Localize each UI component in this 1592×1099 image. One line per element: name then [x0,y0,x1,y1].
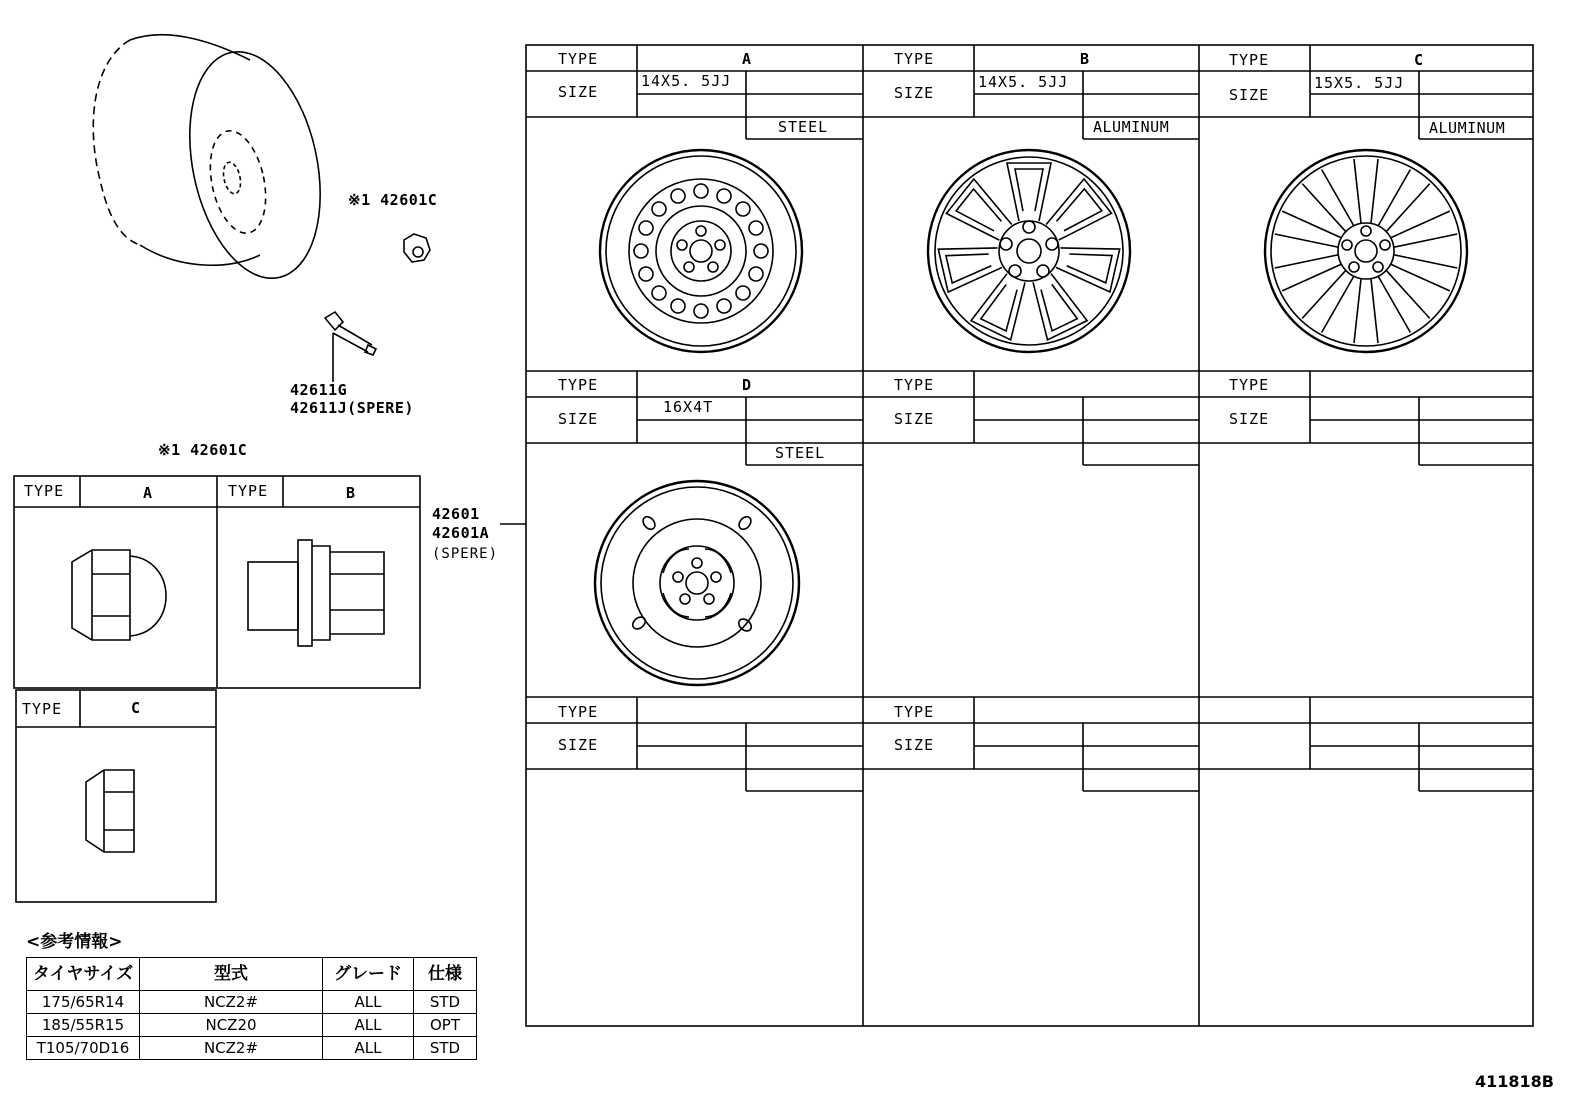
ref-cell: ALL [323,1037,414,1060]
ref-cell: STD [414,991,477,1014]
wheel-callout[interactable]: 42601 [432,505,480,523]
nut-type-a: A [143,484,153,502]
ref-cell: ALL [323,1014,414,1037]
nut-type-label: TYPE [22,700,63,718]
valve-callout[interactable]: 42611G [290,381,348,399]
lug-nut-b-icon [248,540,384,646]
wheel-material-b: ALUMINUM [1093,118,1170,136]
lug-nut-c-icon [86,770,134,852]
wheel-type-label: TYPE [894,50,935,68]
table-row [27,1014,477,1037]
wheel-size-label: SIZE [558,83,599,101]
wheel-size-a: 14X5. 5JJ [641,72,732,90]
wheel-size-d: 16X4T [663,398,714,416]
wheel-type-label: TYPE [894,376,935,394]
spare-wheel-d-icon [595,481,799,685]
wheel-type-d: D [742,376,752,394]
lug-nut-a-icon [72,550,166,640]
ref-cell: STD [414,1037,477,1060]
ref-cell: ALL [323,991,414,1014]
ref-header-model: 型式 [140,958,323,991]
wheel-type-label: TYPE [558,50,599,68]
hub-nut-callout[interactable]: ※1 42601C [348,191,438,209]
wheel-material-c: ALUMINUM [1429,119,1506,137]
wheel-type-label: TYPE [894,703,935,721]
ref-cell: 175/65R14 [27,991,140,1014]
valve-spare-callout[interactable]: 42611J(SPERE) [290,399,414,417]
wheel-type-label: TYPE [1229,51,1270,69]
wheel-size-label: SIZE [894,410,935,428]
alloy-wheel-b-icon [928,150,1130,352]
wheel-type-label: TYPE [558,703,599,721]
reference-title: <参考情報> [26,932,123,952]
hub-nut-icon [404,234,430,262]
table-row [27,991,477,1014]
wheel-sketch-icon [93,35,339,291]
nut-type-b: B [346,484,356,502]
wheel-type-b: B [1080,50,1090,68]
wheel-size-label: SIZE [894,84,935,102]
wheel-type-label: TYPE [1229,376,1270,394]
ref-header-spec: 仕様 [414,958,477,991]
valve-icon [325,312,376,382]
wheel-size-label: SIZE [558,736,599,754]
wheel-size-label: SIZE [894,736,935,754]
alloy-wheel-c-icon [1265,150,1467,352]
wheel-type-c: C [1414,51,1424,69]
wheel-type-a: A [742,50,752,68]
wheel-size-b: 14X5. 5JJ [978,73,1069,91]
diagram-id: 411818B [1475,1072,1554,1091]
steel-wheel-a-icon [600,150,802,352]
wheel-size-label: SIZE [1229,410,1270,428]
wheel-size-label: SIZE [1229,86,1270,104]
wheel-size-c: 15X5. 5JJ [1314,74,1405,92]
reference-table [26,957,477,1060]
ref-cell: NCZ20 [140,1014,323,1037]
ref-cell: OPT [414,1014,477,1037]
wheel-material-a: STEEL [778,118,829,136]
ref-header-grade: グレード [323,958,414,991]
wheel-size-label: SIZE [558,410,599,428]
nut-type-label: TYPE [228,482,269,500]
ref-cell: NCZ2# [140,1037,323,1060]
nut-table-frame [14,476,420,902]
hub-nut-table-callout[interactable]: ※1 42601C [158,441,248,459]
ref-cell: 185/55R15 [27,1014,140,1037]
wheel-material-d: STEEL [775,444,826,462]
wheel-table-frame [526,45,1533,1026]
wheel-type-label: TYPE [558,376,599,394]
nut-type-label: TYPE [24,482,65,500]
wheel-spare-callout: (SPERE) [432,546,499,562]
nut-type-c: C [131,699,141,717]
ref-cell: T105/70D16 [27,1037,140,1060]
table-row [27,1037,477,1060]
ref-header-tire-size: タイヤサイズ [27,958,140,991]
wheel-alt-callout[interactable]: 42601A [432,524,490,542]
ref-cell: NCZ2# [140,991,323,1014]
